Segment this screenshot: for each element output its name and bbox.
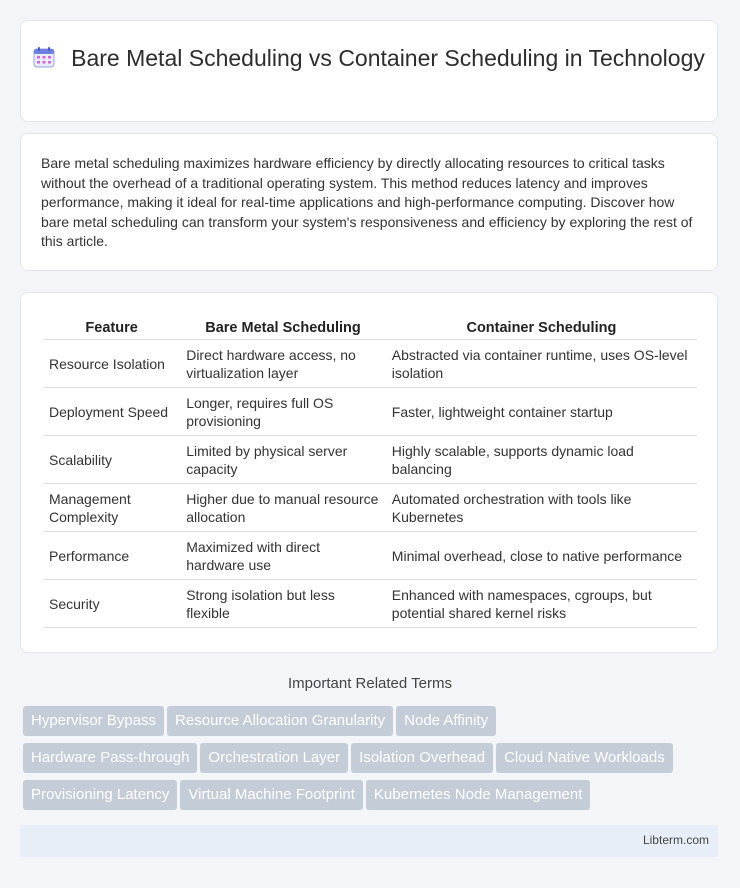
table-row [43,388,697,436]
container-cell: Abstracted via container runtime, uses OS-level isolation [386,340,697,388]
intro-card [20,133,718,271]
feature-cell: Deployment Speed [43,388,180,436]
container-cell: Minimal overhead, close to native performance [386,532,697,580]
tag-row [23,706,723,743]
bare-metal-cell: Direct hardware access, no virtualization layer [180,340,386,388]
container-cell: Enhanced with namespaces, cgroups, but potential shared kernel risks [386,580,697,628]
footer-bar [20,825,718,857]
feature-cell: Scalability [43,436,180,484]
bare-metal-cell: Limited by physical server capacity [180,436,386,484]
comparison-card [20,292,718,653]
container-cell: Highly scalable, supports dynamic load balancing [386,436,697,484]
feature-cell: Resource Isolation [43,340,180,388]
bare-metal-cell: Strong isolation but less flexible [180,580,386,628]
title-card [20,20,718,122]
header-bare-metal: Bare Metal Scheduling [180,315,386,340]
table-row [43,532,697,580]
container-cell: Automated orchestration with tools like Kubernetes [386,484,697,532]
container-cell: Faster, lightweight container startup [386,388,697,436]
feature-cell: Performance [43,532,180,580]
table-header-row [43,315,697,340]
tag-row [23,743,723,780]
tag-virtual-machine-footprint[interactable]: Virtual Machine Footprint [180,780,362,810]
header-feature: Feature [43,315,180,340]
tag-kubernetes-node-management[interactable]: Kubernetes Node Management [366,780,590,810]
tag-node-affinity[interactable]: Node Affinity [396,706,496,736]
page-title: Bare Metal Scheduling vs Container Scheduling in Technology [71,45,705,71]
tag-hardware-pass-through[interactable]: Hardware Pass-through [23,743,197,773]
header-container: Container Scheduling [386,315,697,340]
intro-paragraph: Bare metal scheduling maximizes hardware efficiency by directly allocating resources to critical tasks without the overhead of a traditional operating system. This method reduces latency and improves performance, making it ideal for real-time applications and high-performance computing. Discover how bare metal scheduling can transform your system's responsiveness and efficiency by exploring the rest of this article. [41,155,693,250]
tag-cloud-native-workloads[interactable]: Cloud Native Workloads [496,743,673,773]
tag-orchestration-layer[interactable]: Orchestration Layer [200,743,348,773]
feature-cell: Security [43,580,180,628]
table-row [43,436,697,484]
table-row [43,340,697,388]
comparison-table [43,315,697,628]
table-row [43,580,697,628]
footer-site-link[interactable]: Libterm.com [642,833,709,847]
tag-hypervisor-bypass[interactable]: Hypervisor Bypass [23,706,164,736]
related-terms-title: Important Related Terms [288,675,452,692]
bare-metal-cell: Higher due to manual resource allocation [180,484,386,532]
table-row [43,484,697,532]
feature-cell: Management Complexity [43,484,180,532]
tag-isolation-overhead[interactable]: Isolation Overhead [351,743,493,773]
tag-row [23,780,723,817]
calendar-icon [33,46,55,68]
tag-provisioning-latency[interactable]: Provisioning Latency [23,780,177,810]
tag-resource-allocation-granularity[interactable]: Resource Allocation Granularity [167,706,393,736]
related-terms-list [23,706,723,817]
bare-metal-cell: Maximized with direct hardware use [180,532,386,580]
bare-metal-cell: Longer, requires full OS provisioning [180,388,386,436]
page-title-wrap [21,44,717,73]
